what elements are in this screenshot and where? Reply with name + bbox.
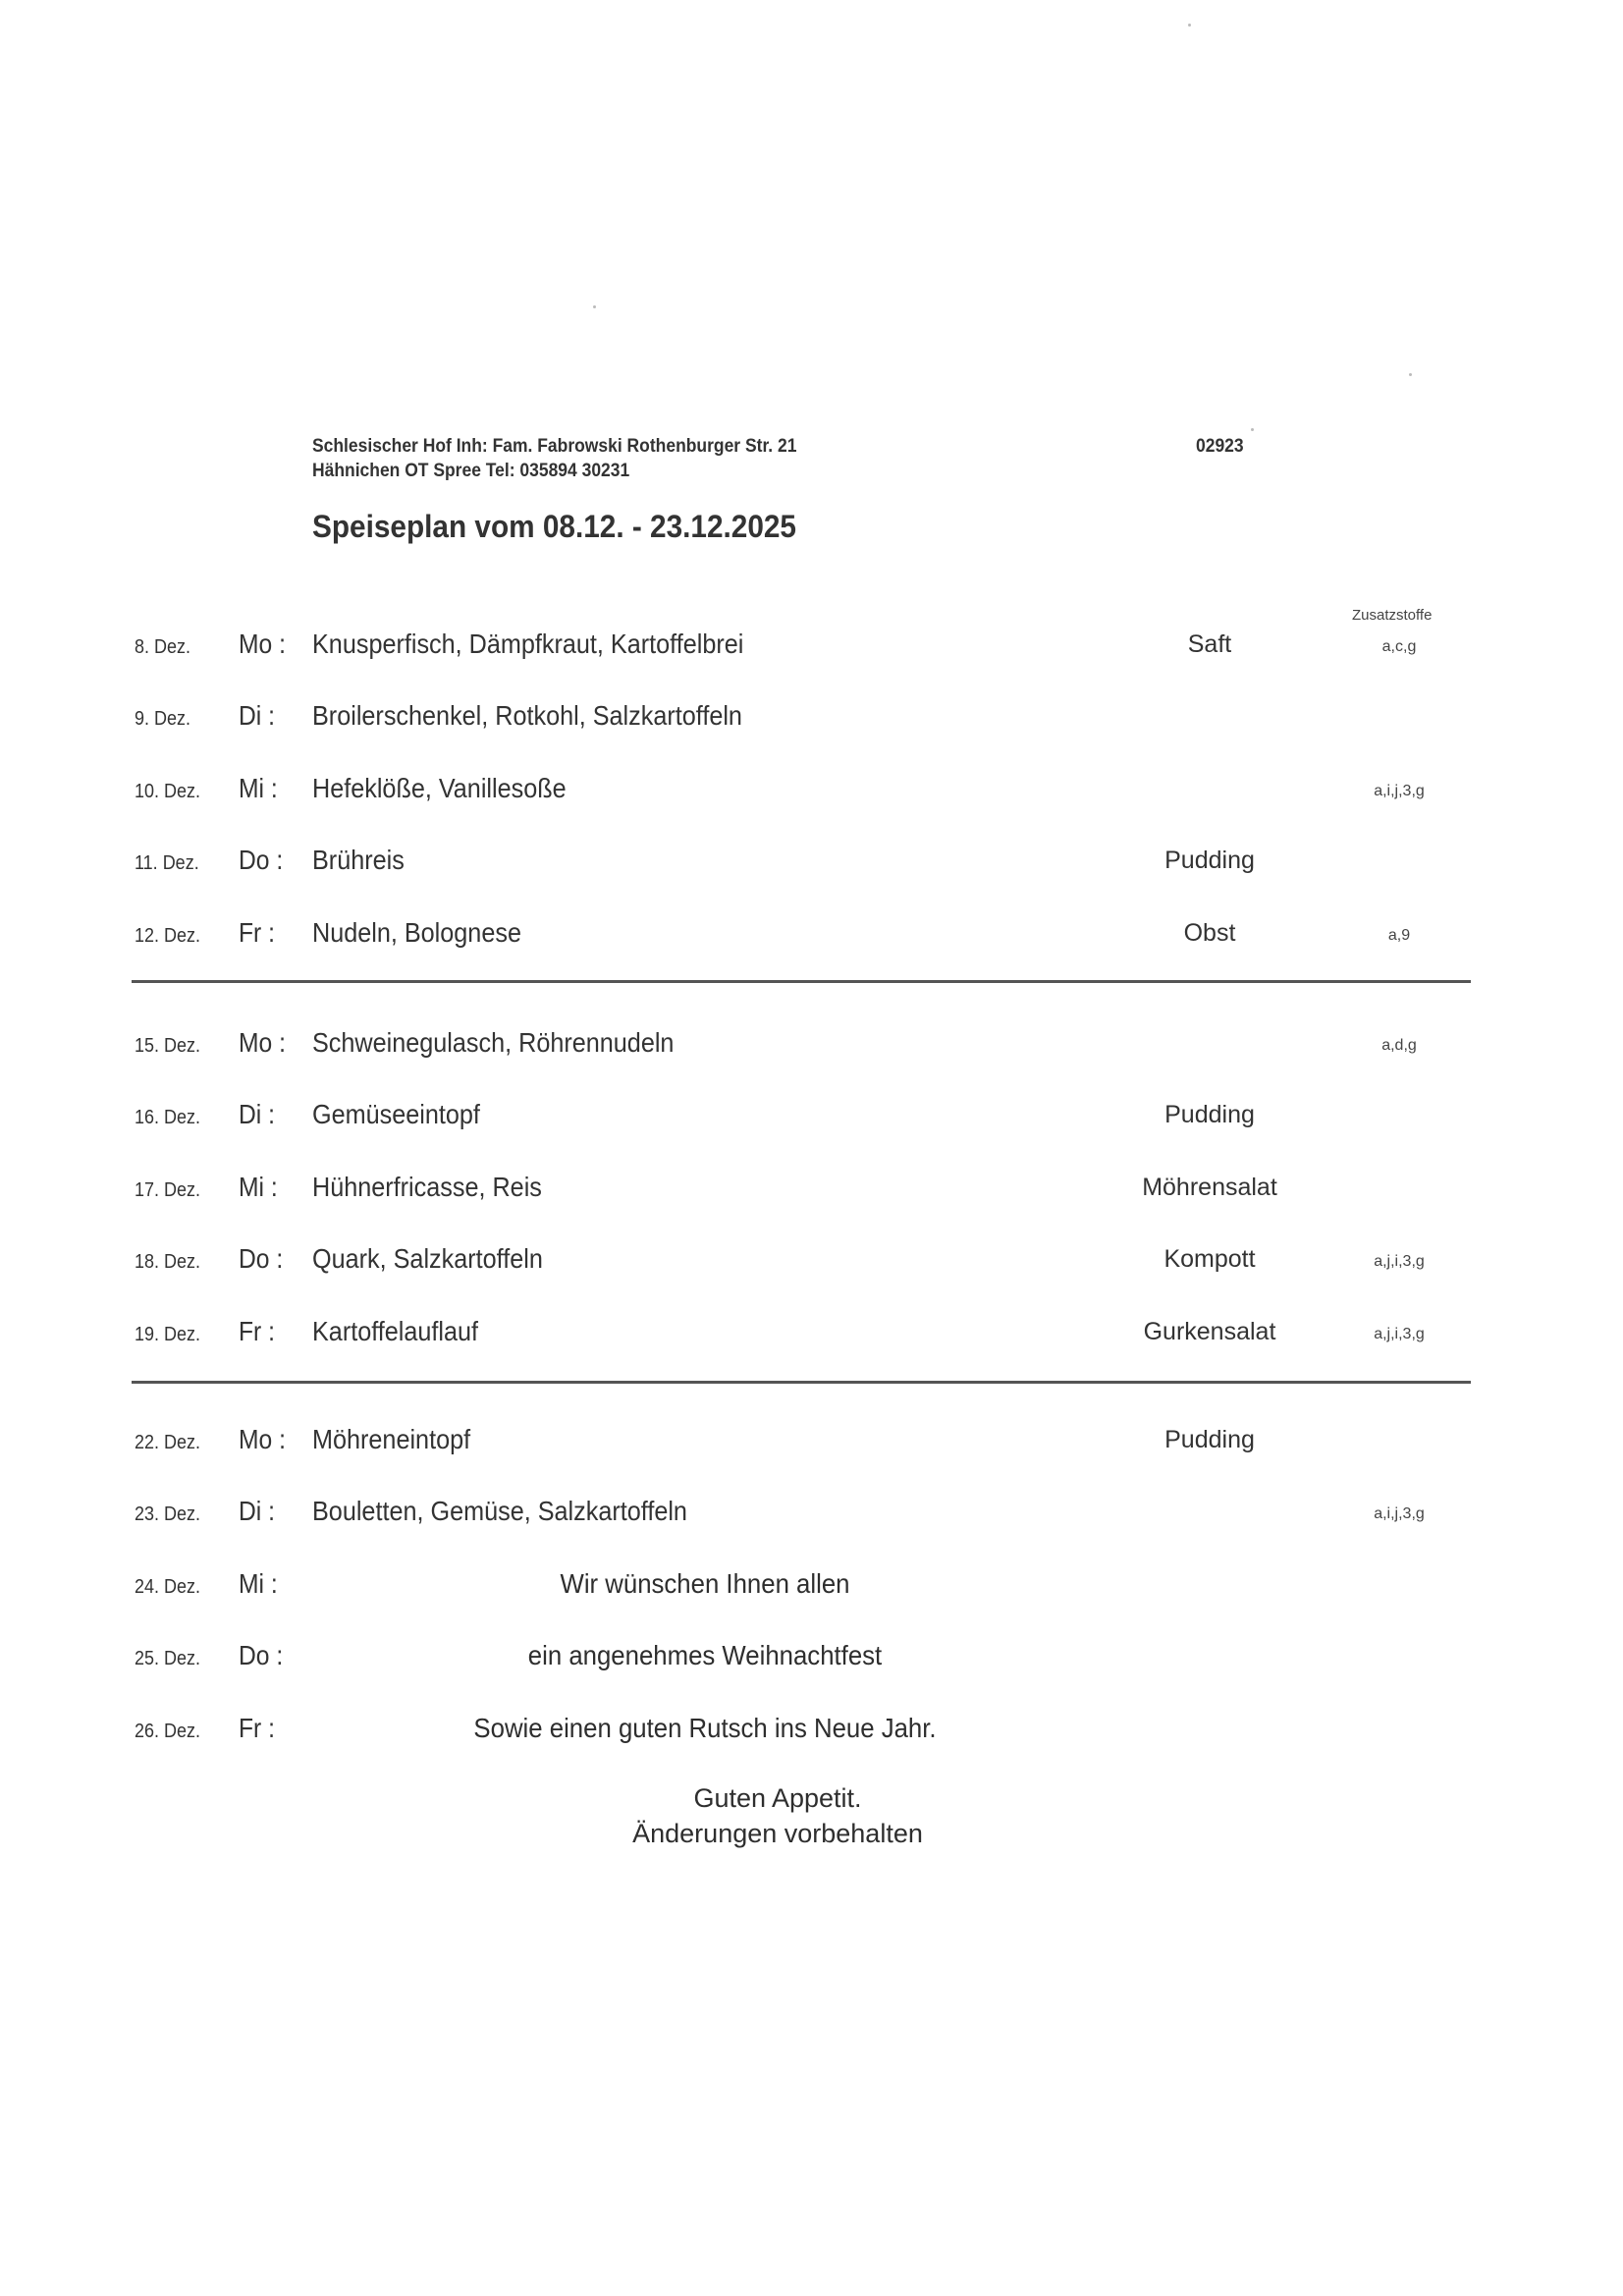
footer-appetit: Guten Appetit. xyxy=(693,1783,862,1813)
row-day: Mo : xyxy=(239,1424,286,1454)
page-title: Speiseplan vom 08.12. - 23.12.2025 xyxy=(312,509,796,544)
row-day: Fr : xyxy=(239,917,275,948)
row-day: Mi : xyxy=(239,1568,278,1599)
row-additives: a,c,g xyxy=(1381,638,1417,655)
row-dessert: Pudding xyxy=(1164,1101,1255,1128)
row-date: 10. Dez. xyxy=(135,781,201,802)
menu-row xyxy=(0,845,1623,884)
greeting-row xyxy=(0,1713,1623,1752)
row-day: Do : xyxy=(239,845,284,875)
row-dish: Broilerschenkel, Rotkohl, Salzkartoffeln xyxy=(312,700,742,731)
menu-row xyxy=(0,1243,1623,1283)
row-date: 8. Dez. xyxy=(135,636,191,658)
row-day: Fr : xyxy=(239,1713,275,1743)
footer-disclaimer: Änderungen vorbehalten xyxy=(632,1819,923,1848)
row-dessert: Kompott xyxy=(1163,1245,1256,1273)
row-dessert: Möhrensalat xyxy=(1142,1174,1277,1201)
menu-row xyxy=(0,1027,1623,1066)
row-date: 18. Dez. xyxy=(135,1251,201,1273)
row-date: 22. Dez. xyxy=(135,1432,201,1453)
postcode: 02923 xyxy=(1196,436,1244,457)
row-dish: Hefeklöße, Vanillesoße xyxy=(312,773,567,803)
menu-row xyxy=(0,1172,1623,1211)
row-dessert: Gurkensalat xyxy=(1143,1318,1276,1345)
row-dish: Möhreneintopf xyxy=(312,1424,471,1454)
row-day: Di : xyxy=(239,1496,275,1526)
row-dish: Nudeln, Bolognese xyxy=(312,917,521,948)
row-date: 16. Dez. xyxy=(135,1107,201,1128)
greeting-row xyxy=(0,1568,1623,1608)
menu-row xyxy=(0,773,1623,812)
scan-speck xyxy=(1409,373,1412,376)
menu-row xyxy=(0,1099,1623,1138)
row-date: 11. Dez. xyxy=(135,852,199,874)
row-dish: Kartoffelauflauf xyxy=(312,1316,479,1346)
row-date: 15. Dez. xyxy=(135,1035,201,1057)
row-date: 26. Dez. xyxy=(135,1721,201,1742)
row-additives: a,j,i,3,g xyxy=(1374,1326,1425,1342)
row-dessert: Saft xyxy=(1187,630,1232,658)
menu-row xyxy=(0,629,1623,668)
row-dish: Bouletten, Gemüse, Salzkartoffeln xyxy=(312,1496,687,1526)
row-dish: Knusperfisch, Dämpfkraut, Kartoffelbrei xyxy=(312,629,744,659)
row-day: Mi : xyxy=(239,773,278,803)
scan-speck xyxy=(1251,428,1254,431)
restaurant-address-line: Schlesischer Hof Inh: Fam. Fabrowski Rothenburger Str. 21 xyxy=(312,436,797,457)
row-additives: a,d,g xyxy=(1381,1037,1417,1054)
week-separator xyxy=(132,1381,1471,1384)
row-day: Fr : xyxy=(239,1316,275,1346)
menu-row xyxy=(0,1424,1623,1463)
row-date: 17. Dez. xyxy=(135,1179,201,1201)
week-separator xyxy=(132,980,1471,983)
row-day: Mo : xyxy=(239,629,286,659)
row-date: 23. Dez. xyxy=(135,1503,201,1525)
row-additives: a,i,j,3,g xyxy=(1374,1505,1425,1522)
row-dish: Hühnerfricasse, Reis xyxy=(312,1172,542,1202)
menu-row xyxy=(0,917,1623,957)
row-dessert: Obst xyxy=(1183,919,1236,947)
row-dish: Quark, Salzkartoffeln xyxy=(312,1243,543,1274)
menu-row xyxy=(0,700,1623,739)
row-dessert: Pudding xyxy=(1164,1426,1255,1453)
row-additives: a,j,i,3,g xyxy=(1374,1253,1425,1270)
row-additives: a,9 xyxy=(1387,927,1411,944)
menu-row xyxy=(0,1496,1623,1535)
row-day: Do : xyxy=(239,1640,284,1670)
row-date: 12. Dez. xyxy=(135,925,201,947)
greeting-row xyxy=(0,1640,1623,1679)
menu-row xyxy=(0,1316,1623,1355)
greeting-text: ein angenehmes Weihnachtfest xyxy=(527,1640,883,1670)
row-day: Mo : xyxy=(239,1027,286,1058)
row-day: Do : xyxy=(239,1243,284,1274)
row-day: Di : xyxy=(239,1099,275,1129)
greeting-text: Sowie einen guten Rutsch ins Neue Jahr. xyxy=(473,1713,937,1743)
row-dessert: Pudding xyxy=(1164,847,1255,874)
additives-column-header: Zusatzstoffe xyxy=(1352,607,1433,624)
row-date: 9. Dez. xyxy=(135,708,191,730)
scan-speck xyxy=(1188,24,1191,27)
scan-speck xyxy=(593,305,596,308)
row-date: 24. Dez. xyxy=(135,1576,201,1598)
row-dish: Schweinegulasch, Röhrennudeln xyxy=(312,1027,675,1058)
row-additives: a,i,j,3,g xyxy=(1374,783,1425,799)
row-dish: Gemüseeintopf xyxy=(312,1099,480,1129)
row-date: 19. Dez. xyxy=(135,1324,201,1345)
row-day: Mi : xyxy=(239,1172,278,1202)
restaurant-contact-line: Hähnichen OT Spree Tel: 035894 30231 xyxy=(312,461,630,481)
row-date: 25. Dez. xyxy=(135,1648,201,1669)
greeting-text: Wir wünschen Ihnen allen xyxy=(560,1568,850,1599)
row-day: Di : xyxy=(239,700,275,731)
row-dish: Brühreis xyxy=(312,845,405,875)
